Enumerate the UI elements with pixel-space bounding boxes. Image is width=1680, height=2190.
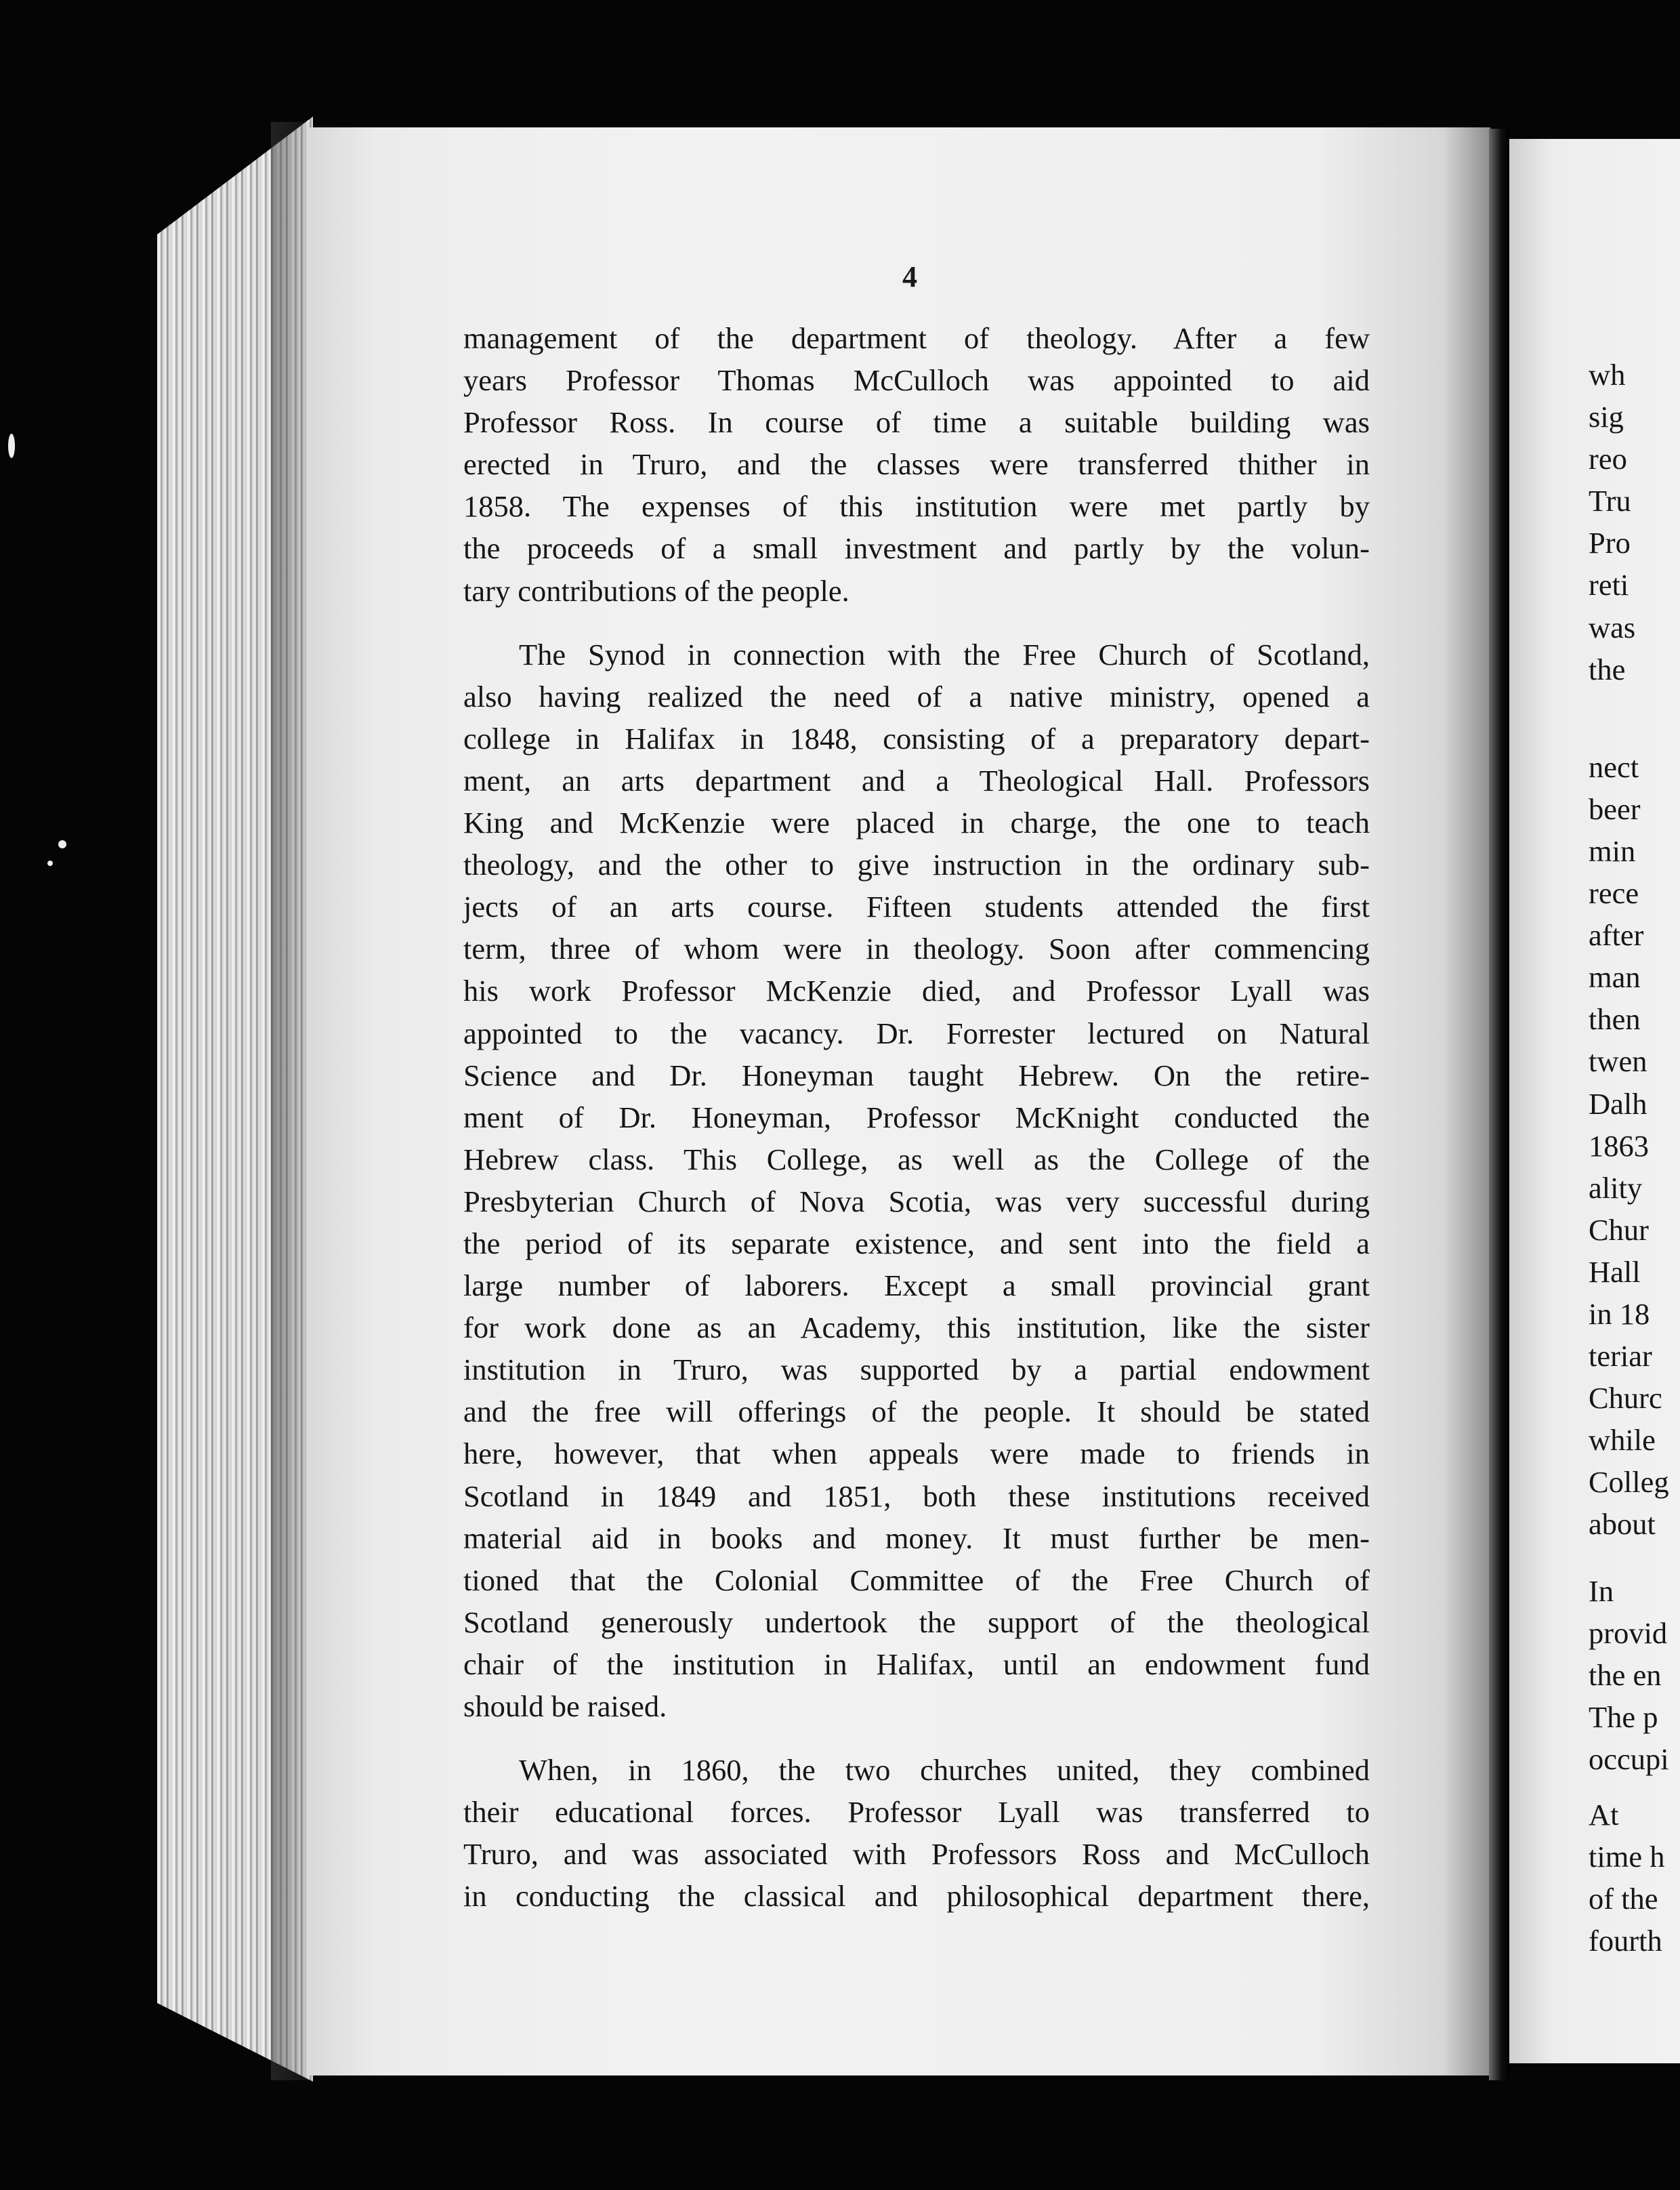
text-line: Hebrew class. This College, as well as the College of the: [463, 1142, 1370, 1176]
text-line: Truro, and was associated with Professors Ross and McCulloch: [463, 1837, 1370, 1872]
fragment-line: beer: [1589, 791, 1641, 826]
fragment-line: reo: [1589, 442, 1627, 476]
text-line: for work done as an Academy, this institution, like the sister: [463, 1310, 1370, 1345]
text-line: appointed to the vacancy. Dr. Forrester lectured on Natural: [463, 1016, 1370, 1050]
fragment-line: twen: [1589, 1044, 1647, 1079]
text-line: King and McKenzie were placed in charge, the one to teach: [463, 806, 1370, 840]
text-line: The Synod in connection with the Free Church of Scotland,: [519, 637, 1370, 672]
fragment-line: At: [1589, 1798, 1619, 1832]
fragment-line: while: [1589, 1423, 1656, 1458]
text-line: also having realized the need of a native ministry, opened a: [463, 679, 1370, 714]
right-page-text-fragments: [1589, 354, 1669, 1962]
text-line: the proceeds of a small investment and partly by the volun-: [463, 531, 1370, 566]
fragment-line: rece: [1589, 876, 1639, 911]
text-line: large number of laborers. Except a small provincial grant: [463, 1268, 1370, 1303]
fragment-line: Pro: [1589, 526, 1631, 560]
fragment-line: Churc: [1589, 1381, 1662, 1416]
paragraph-3: [463, 1749, 1370, 1917]
text-line: his work Professor McKenzie died, and Professor Lyall was: [463, 974, 1370, 1008]
text-line: their educational forces. Professor Lyall was transferred to: [463, 1795, 1370, 1830]
fragment-line: in 18: [1589, 1296, 1650, 1331]
text-line: Presbyterian Church of Nova Scotia, was very successful during: [463, 1184, 1370, 1218]
text-line: in conducting the classical and philosophical department there,: [463, 1879, 1370, 1914]
fragment-line: Tru: [1589, 484, 1631, 518]
text-line: and the free will offerings of the people. It should be stated: [463, 1394, 1370, 1429]
fragment-line: In: [1589, 1573, 1614, 1608]
text-line: term, three of whom were in theology. Soon after commencing: [463, 932, 1370, 966]
text-line: management of the department of theology. After a few: [463, 321, 1370, 355]
fragment-line: Dalh: [1589, 1086, 1647, 1121]
fragment-line: The p: [1589, 1699, 1658, 1734]
text-line: material aid in books and money. It must further be men-: [463, 1521, 1370, 1555]
fragment-line: about: [1589, 1507, 1656, 1542]
fragment-line: occupi: [1589, 1741, 1669, 1776]
text-line: Scotland generously undertook the support of the theological: [463, 1605, 1370, 1639]
text-line: tary contributions of the people.: [463, 573, 849, 608]
text-line: the period of its separate existence, and sent into the field a: [463, 1226, 1370, 1260]
fragment-line: min: [1589, 833, 1636, 868]
fragment-line: ality: [1589, 1170, 1643, 1205]
fragment-line: fourth: [1589, 1924, 1662, 1958]
text-line: Professor Ross. In course of time a suitable building was: [463, 405, 1370, 440]
paragraph-1: [463, 317, 1370, 612]
text-line: erected in Truro, and the classes were transferred thither in: [463, 447, 1370, 482]
text-line: jects of an arts course. Fifteen students attended the first: [463, 890, 1370, 924]
fragment-line: Colleg: [1589, 1465, 1669, 1500]
text-line: When, in 1860, the two churches united, they combined: [519, 1753, 1370, 1788]
scan-speck: [58, 840, 66, 848]
fragment-line: Hall: [1589, 1254, 1641, 1289]
fragment-line: time h: [1589, 1840, 1665, 1874]
main-text-block: [463, 317, 1370, 1917]
fragment-line: teriar: [1589, 1339, 1652, 1373]
fragment-line: Chur: [1589, 1212, 1649, 1247]
fragment-line: 1863: [1589, 1128, 1649, 1163]
text-line: chair of the institution in Halifax, until an endowment fund: [463, 1647, 1370, 1681]
text-line: Science and Dr. Honeyman taught Hebrew. On the retire-: [463, 1058, 1370, 1092]
text-line: 1858. The expenses of this institution were met partly by: [463, 489, 1370, 524]
text-line: institution in Truro, was supported by a partial endowment: [463, 1352, 1370, 1387]
fragment-line: was: [1589, 610, 1636, 644]
fragment-line: reti: [1589, 568, 1629, 602]
fragment-line: provid: [1589, 1615, 1668, 1650]
text-line: college in Halifax in 1848, consisting of a preparatory depart-: [463, 721, 1370, 756]
page-number: 4: [902, 260, 917, 293]
paragraph-2: [463, 634, 1370, 1727]
book-gutter: [1489, 129, 1509, 2080]
text-line: years Professor Thomas McCulloch was appointed to aid: [463, 363, 1370, 398]
text-line: ment of Dr. Honeyman, Professor McKnight conducted the: [463, 1100, 1370, 1134]
fragment-line: man: [1589, 960, 1641, 995]
text-line: tioned that the Colonial Committee of the Free Church of: [463, 1563, 1370, 1597]
fragment-line: the en: [1589, 1657, 1662, 1692]
text-line: Scotland in 1849 and 1851, both these institutions received: [463, 1479, 1370, 1513]
text-line: should be raised.: [463, 1689, 667, 1723]
fragment-line: then: [1589, 1002, 1641, 1037]
text-line: here, however, that when appeals were made to friends in: [463, 1437, 1370, 1471]
scan-speck: [47, 861, 53, 866]
fragment-line: sig: [1589, 400, 1624, 434]
page-edge-shadow: [271, 122, 312, 2080]
text-line: ment, an arts department and a Theological Hall. Professors: [463, 763, 1370, 798]
fragment-line: nect: [1589, 749, 1639, 784]
text-line: theology, and the other to give instruction in the ordinary sub-: [463, 848, 1370, 882]
fragment-line: of the: [1589, 1882, 1658, 1916]
scan-speck: [8, 434, 15, 458]
fragment-line: the: [1589, 652, 1626, 686]
fragment-line: after: [1589, 918, 1644, 953]
fragment-line: wh: [1589, 358, 1626, 392]
